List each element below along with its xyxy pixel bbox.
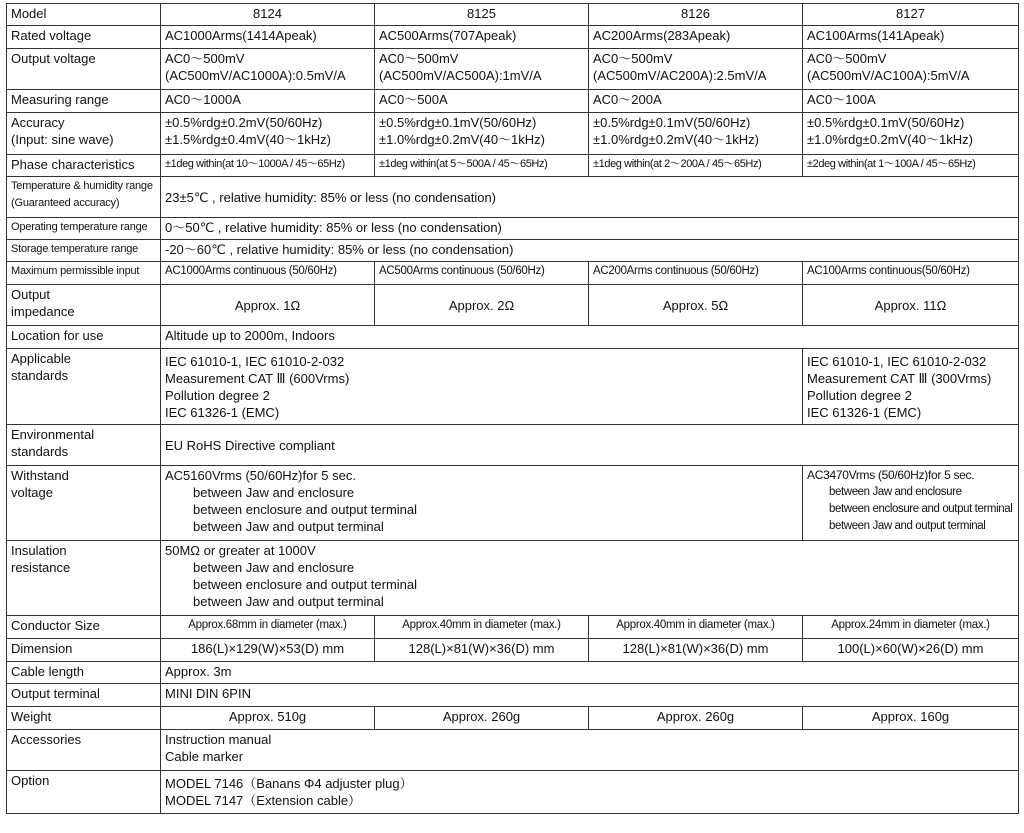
model-8127: 8127 — [803, 4, 1019, 26]
row-location — [7, 326, 1019, 349]
row-phase — [7, 155, 1019, 177]
temp-humidity-label: Temperature & humidity range (Guaranteed accuracy) — [7, 177, 161, 218]
row-rated-voltage — [7, 26, 1019, 49]
environmental-label: Environmental standards — [7, 425, 161, 466]
row-environmental — [7, 425, 1019, 466]
row-output-impedance — [7, 285, 1019, 326]
model-8126: 8126 — [589, 4, 803, 26]
rated-voltage-8127: AC100Arms(141Apeak) — [803, 26, 1019, 49]
dimension-8124: 186(L)×129(W)×53(D) mm — [161, 639, 375, 662]
output-voltage-8125: AC0～500mV (AC500mV/AC500A):1mV/A — [375, 49, 589, 90]
withstand-8127: AC3470Vrms (50/60Hz)for 5 sec. between Jaw and enclosure between enclosure and output terminal between Jaw and output terminal — [803, 466, 1019, 541]
output-voltage-8126: AC0～500mV (AC500mV/AC200A):2.5mV/A — [589, 49, 803, 90]
rated-voltage-label: Rated voltage — [7, 26, 161, 49]
accuracy-label: Accuracy (Input: sine wave) — [7, 113, 161, 155]
row-operating-temp — [7, 218, 1019, 240]
row-cable — [7, 662, 1019, 684]
row-withstand — [7, 466, 1019, 541]
output-terminal-label: Output terminal — [7, 684, 161, 707]
location-value: Altitude up to 2000m, Indoors — [161, 326, 1019, 349]
measuring-range-8127: AC0～100A — [803, 90, 1019, 113]
row-insulation — [7, 541, 1019, 616]
weight-label: Weight — [7, 707, 161, 730]
environmental-value: EU RoHS Directive compliant — [161, 425, 1019, 466]
max-input-8127: AC100Arms continuous(50/60Hz) — [803, 262, 1019, 285]
operating-temp-value: 0～50℃ , relative humidity: 85% or less (no condensation) — [161, 218, 1019, 240]
row-measuring-range — [7, 90, 1019, 113]
standards-8124-8126: IEC 61010-1, IEC 61010-2-032 Measurement CAT Ⅲ (600Vrms) Pollution degree 2 IEC 61326-1 (EMC) — [161, 349, 803, 425]
location-label: Location for use — [7, 326, 161, 349]
storage-temp-value: -20～60℃ , relative humidity: 85% or less (no condensation) — [161, 240, 1019, 262]
output-impedance-label: Output impedance — [7, 285, 161, 326]
max-input-label: Maximum permissible input — [7, 262, 161, 285]
max-input-8124: AC1000Arms continuous (50/60Hz) — [161, 262, 375, 285]
output-voltage-8124: AC0～500mV (AC500mV/AC1000A):0.5mV/A — [161, 49, 375, 90]
phase-8124: ±1deg within(at 10～1000A / 45～65Hz) — [161, 155, 375, 177]
dimension-8126: 128(L)×81(W)×36(D) mm — [589, 639, 803, 662]
row-output-voltage — [7, 49, 1019, 90]
option-label: Option — [7, 771, 161, 814]
standards-label: Applicable standards — [7, 349, 161, 425]
phase-label: Phase characteristics — [7, 155, 161, 177]
row-temp-humidity — [7, 177, 1019, 218]
weight-8127: Approx. 160g — [803, 707, 1019, 730]
withstand-label: Withstand voltage — [7, 466, 161, 541]
weight-8126: Approx. 260g — [589, 707, 803, 730]
row-model — [7, 4, 1019, 26]
row-standards — [7, 349, 1019, 425]
row-accessories — [7, 730, 1019, 771]
accuracy-8126: ±0.5%rdg±0.1mV(50/60Hz) ±1.0%rdg±0.2mV(40～1kHz) — [589, 113, 803, 155]
output-impedance-8126: Approx. 5Ω — [589, 285, 803, 326]
conductor-8127: Approx.24mm in diameter (max.) — [803, 616, 1019, 639]
output-impedance-8125: Approx. 2Ω — [375, 285, 589, 326]
temp-humidity-value: 23±5℃ , relative humidity: 85% or less (no condensation) — [161, 177, 1019, 218]
output-voltage-label: Output voltage — [7, 49, 161, 90]
row-storage-temp — [7, 240, 1019, 262]
rated-voltage-8126: AC200Arms(283Apeak) — [589, 26, 803, 49]
weight-8124: Approx. 510g — [161, 707, 375, 730]
model-8124: 8124 — [161, 4, 375, 26]
phase-8127: ±2deg within(at 1～100A / 45～65Hz) — [803, 155, 1019, 177]
operating-temp-label: Operating temperature range — [7, 218, 161, 240]
accuracy-8125: ±0.5%rdg±0.1mV(50/60Hz) ±1.0%rdg±0.2mV(40～1kHz) — [375, 113, 589, 155]
option-value: MODEL 7146（Banans Φ4 adjuster plug） MODEL 7147（Extension cable） — [161, 771, 1019, 814]
row-max-input — [7, 262, 1019, 285]
model-8125: 8125 — [375, 4, 589, 26]
dimension-label: Dimension — [7, 639, 161, 662]
weight-8125: Approx. 260g — [375, 707, 589, 730]
rated-voltage-8125: AC500Arms(707Apeak) — [375, 26, 589, 49]
conductor-8125: Approx.40mm in diameter (max.) — [375, 616, 589, 639]
output-impedance-8127: Approx. 11Ω — [803, 285, 1019, 326]
conductor-label: Conductor Size — [7, 616, 161, 639]
max-input-8126: AC200Arms continuous (50/60Hz) — [589, 262, 803, 285]
row-option — [7, 771, 1019, 814]
measuring-range-label: Measuring range — [7, 90, 161, 113]
row-output-terminal — [7, 684, 1019, 707]
accuracy-8127: ±0.5%rdg±0.1mV(50/60Hz) ±1.0%rdg±0.2mV(40～1kHz) — [803, 113, 1019, 155]
measuring-range-8125: AC0～500A — [375, 90, 589, 113]
accessories-label: Accessories — [7, 730, 161, 771]
rated-voltage-8124: AC1000Arms(1414Apeak) — [161, 26, 375, 49]
phase-8125: ±1deg within(at 5～500A / 45～65Hz) — [375, 155, 589, 177]
insulation-label: Insulation resistance — [7, 541, 161, 616]
accuracy-8124: ±0.5%rdg±0.2mV(50/60Hz) ±1.5%rdg±0.4mV(40～1kHz) — [161, 113, 375, 155]
withstand-8124-8126: AC5160Vrms (50/60Hz)for 5 sec. between Jaw and enclosure between enclosure and output terminal between Jaw and output terminal — [161, 466, 803, 541]
dimension-8127: 100(L)×60(W)×26(D) mm — [803, 639, 1019, 662]
conductor-8124: Approx.68mm in diameter (max.) — [161, 616, 375, 639]
measuring-range-8124: AC0～1000A — [161, 90, 375, 113]
row-conductor — [7, 616, 1019, 639]
conductor-8126: Approx.40mm in diameter (max.) — [589, 616, 803, 639]
dimension-8125: 128(L)×81(W)×36(D) mm — [375, 639, 589, 662]
cable-value: Approx. 3m — [161, 662, 1019, 684]
standards-8127: IEC 61010-1, IEC 61010-2-032 Measurement CAT Ⅲ (300Vrms) Pollution degree 2 IEC 61326-1 (EMC) — [803, 349, 1019, 425]
insulation-value: 50MΩ or greater at 1000V between Jaw and enclosure between enclosure and output terminal between Jaw and output terminal — [161, 541, 1019, 616]
row-dimension — [7, 639, 1019, 662]
output-terminal-value: MINI DIN 6PIN — [161, 684, 1019, 707]
spec-table — [6, 3, 1019, 814]
cable-label: Cable length — [7, 662, 161, 684]
storage-temp-label: Storage temperature range — [7, 240, 161, 262]
row-accuracy — [7, 113, 1019, 155]
row-weight — [7, 707, 1019, 730]
phase-8126: ±1deg within(at 2～200A / 45～65Hz) — [589, 155, 803, 177]
header-label: Model — [7, 4, 161, 26]
output-impedance-8124: Approx. 1Ω — [161, 285, 375, 326]
max-input-8125: AC500Arms continuous (50/60Hz) — [375, 262, 589, 285]
output-voltage-8127: AC0～500mV (AC500mV/AC100A):5mV/A — [803, 49, 1019, 90]
measuring-range-8126: AC0～200A — [589, 90, 803, 113]
accessories-value: Instruction manual Cable marker — [161, 730, 1019, 771]
